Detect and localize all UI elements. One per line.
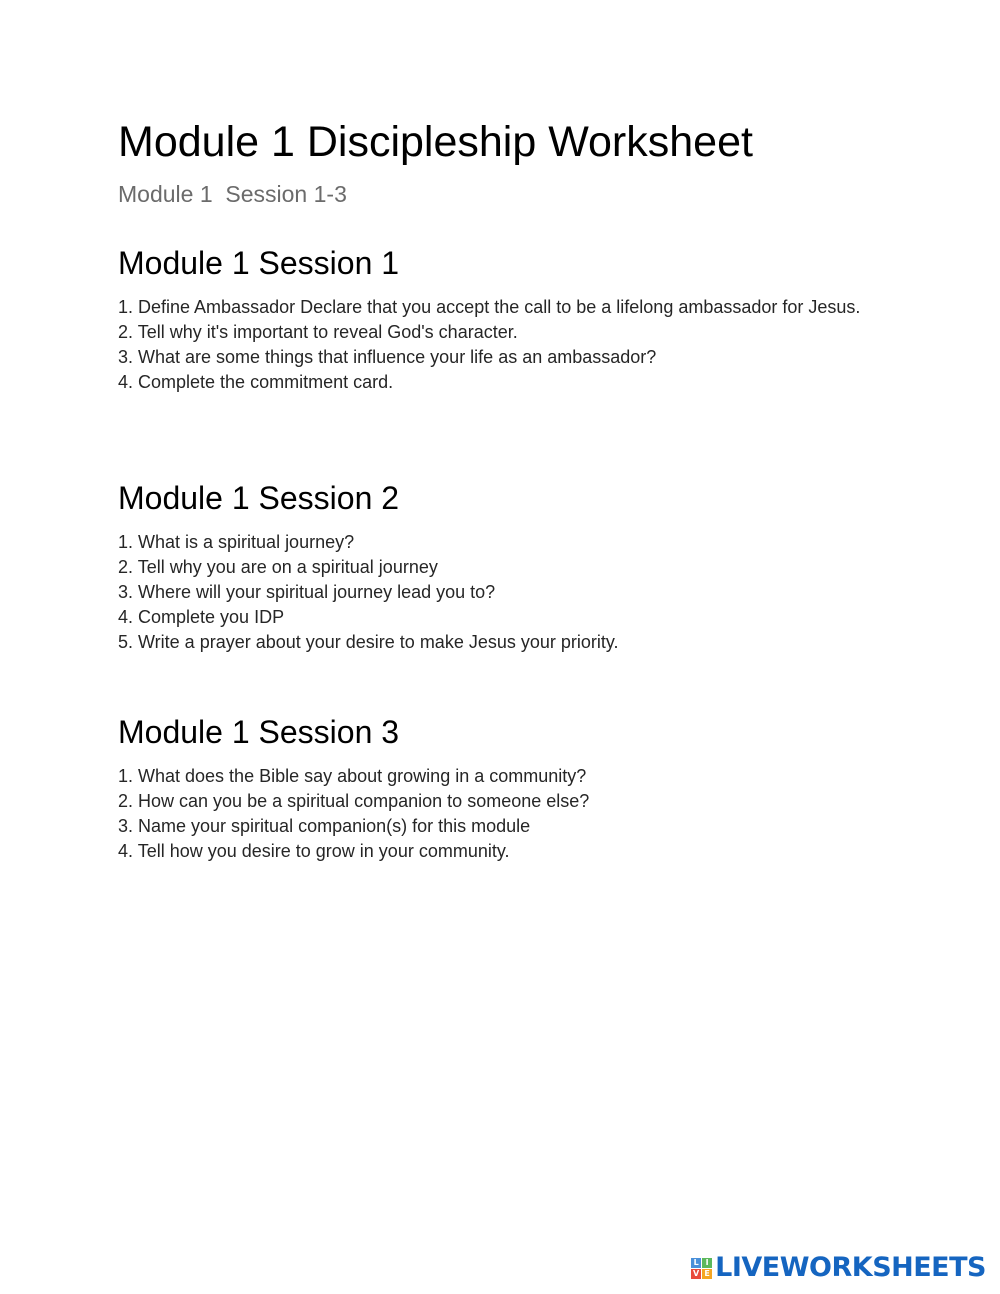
list-item: 5. Write a prayer about your desire to make Jesus your priority. <box>118 632 619 652</box>
list-item: 4. Complete you IDP <box>118 607 285 627</box>
logo-mark-cell: V <box>693 1268 700 1278</box>
liveworksheets-mark-icon <box>691 1258 712 1279</box>
session-2-questions <box>118 530 878 655</box>
session-2-section <box>118 478 878 655</box>
session-1-questions <box>118 295 878 395</box>
list-item: 1. What is a spiritual journey? <box>118 532 355 552</box>
liveworksheets-logo[interactable] <box>691 1254 986 1282</box>
list-item: 1. What does the Bible say about growing in a community? <box>118 766 587 786</box>
list-item: 3. Where will your spiritual journey lead you to? <box>118 582 496 602</box>
session-3-heading: Module 1 Session 3 <box>118 714 400 750</box>
session-1-section <box>118 243 878 395</box>
session-3-questions <box>118 764 878 864</box>
logo-mark-cell: L <box>691 1258 701 1268</box>
logo-mark-cell: E <box>702 1269 712 1279</box>
session-2-heading: Module 1 Session 2 <box>118 480 400 516</box>
liveworksheets-wordmark: LIVEWORKSHEETS <box>715 1252 986 1283</box>
list-item: 2. Tell why it's important to reveal God's character. <box>118 322 518 342</box>
page-title: Module 1 Discipleship Worksheet <box>118 118 753 166</box>
page-subtitle: Module 1 Session 1-3 <box>118 181 347 207</box>
list-item: 3. What are some things that influence your life as an ambassador? <box>118 347 657 367</box>
list-item: 3. Name your spiritual companion(s) for this module <box>118 816 531 836</box>
list-item: 2. Tell why you are on a spiritual journey <box>118 557 438 577</box>
list-item: 4. Complete the commitment card. <box>118 372 394 392</box>
session-3-section <box>118 712 878 864</box>
logo-mark-cell: I <box>702 1258 712 1268</box>
list-item: 4. Tell how you desire to grow in your community. <box>118 841 510 861</box>
list-item: 1. Define Ambassador Declare that you accept the call to be a lifelong ambassador for Jesus. <box>118 297 861 317</box>
list-item: 2. How can you be a spiritual companion to someone else? <box>118 791 590 811</box>
session-1-heading: Module 1 Session 1 <box>118 245 400 281</box>
